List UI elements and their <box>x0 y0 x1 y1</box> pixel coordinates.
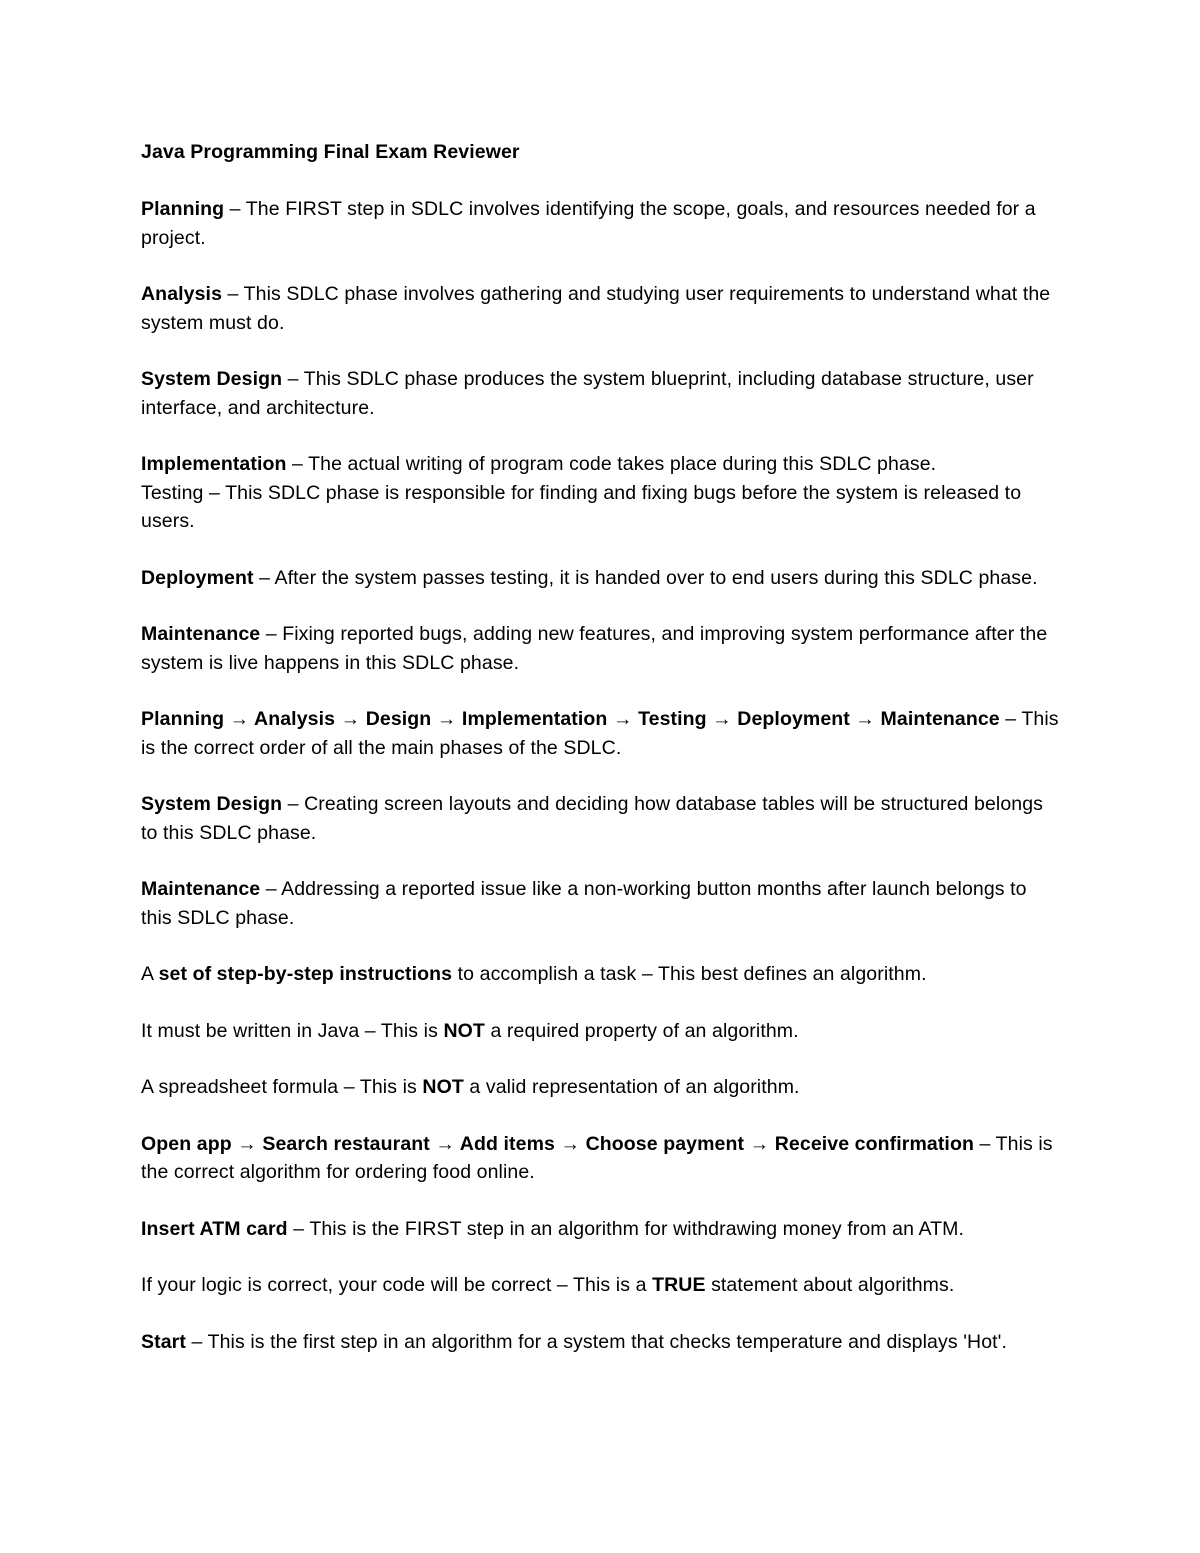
entry-term: Planning → Analysis → Design → Implementation → Testing → Deployment → Maintenance <box>141 708 1000 730</box>
entry-term: Open app → Search restaurant → Add items → Choose payment → Receive confirmation <box>141 1132 974 1155</box>
entry-text: – Fixing reported bugs, adding new features, and improving system performance after the system is live happens in this SDLC phase. <box>141 623 1048 674</box>
entry-text: – Addressing a reported issue like a non-working button months after launch belongs to this SDLC phase. <box>141 878 1027 929</box>
entry-text: – This SDLC phase produces the system blueprint, including database structure, user interface, and architecture. <box>141 368 1034 419</box>
entry-term: NOT <box>443 1019 485 1042</box>
entry-text: – This is the FIRST step in an algorithm for withdrawing money from an ATM. <box>287 1217 964 1240</box>
entry-text: a valid representation of an algorithm. <box>463 1076 800 1098</box>
entry-food-order-algorithm <box>141 1130 1061 1187</box>
document-title: Java Programming Final Exam Reviewer <box>141 141 520 163</box>
document-page <box>141 138 1061 1384</box>
entry-maintenance <box>141 620 1061 677</box>
entry-testing <box>141 479 1061 536</box>
entry-deployment <box>141 564 1061 593</box>
entry-term: Insert ATM card <box>141 1217 288 1240</box>
entry-text: – Creating screen layouts and deciding how database tables will be structured belongs to this SDLC phase. <box>141 793 1044 844</box>
entry-term: NOT <box>422 1076 464 1098</box>
entry-algorithm-property <box>141 1017 1061 1046</box>
entry-term: Deployment <box>141 566 254 589</box>
entry-text: statement about algorithms. <box>705 1274 955 1296</box>
entry-text: – This SDLC phase involves gathering and studying user requirements to understand what the system must do. <box>141 283 1051 334</box>
entry-system-design <box>141 365 1061 422</box>
entry-atm-algorithm <box>141 1215 1061 1244</box>
entry-text: – This is the first step in an algorithm for a system that checks temperature and displays 'Hot'. <box>185 1330 1008 1353</box>
entry-sdlc-order <box>141 705 1061 762</box>
entry-algorithm-representation <box>141 1073 1061 1102</box>
entry-text: – The FIRST step in SDLC involves identifying the scope, goals, and resources needed for a project. <box>141 198 1036 249</box>
entry-pre: A spreadsheet formula – This is <box>141 1076 423 1098</box>
entry-term: Analysis <box>141 283 223 305</box>
entry-term: Implementation <box>141 453 287 475</box>
entry-planning <box>141 195 1061 252</box>
entry-text: – After the system passes testing, it is handed over to end users during this SDLC phase. <box>253 566 1038 589</box>
entry-text: – This is the correct order of all the main phases of the SDLC. <box>141 708 1059 759</box>
entry-term: set of step-by-step instructions <box>158 963 453 985</box>
entry-text: Testing – This SDLC phase is responsible for finding and fixing bugs before the system is released to users. <box>141 481 1022 532</box>
entry-pre: If your logic is correct, your code will be correct – This is a <box>141 1274 653 1296</box>
entry-logic-statement <box>141 1271 1061 1300</box>
entry-pre: A <box>141 963 159 985</box>
entry-text: – This is the correct algorithm for ordering food online. <box>141 1132 1053 1183</box>
entry-term: Start <box>141 1330 186 1353</box>
entry-text: a required property of an algorithm. <box>484 1019 799 1042</box>
entry-temperature-algorithm <box>141 1328 1061 1357</box>
entry-term: System Design <box>141 793 283 815</box>
entry-analysis <box>141 280 1061 337</box>
entry-term: TRUE <box>652 1274 706 1296</box>
entry-algorithm-definition <box>141 960 1061 989</box>
entry-maintenance-2 <box>141 875 1061 932</box>
entry-implementation <box>141 450 1061 479</box>
entry-text: to accomplish a task – This best defines an algorithm. <box>452 963 927 985</box>
entry-pre: It must be written in Java – This is <box>141 1019 444 1042</box>
entry-term: Maintenance <box>141 623 261 645</box>
entry-term: System Design <box>141 368 283 390</box>
entry-term: Planning <box>141 198 225 220</box>
entry-system-design-2 <box>141 790 1061 847</box>
entry-text: – The actual writing of program code takes place during this SDLC phase. <box>286 453 937 475</box>
entry-term: Maintenance <box>141 878 261 900</box>
